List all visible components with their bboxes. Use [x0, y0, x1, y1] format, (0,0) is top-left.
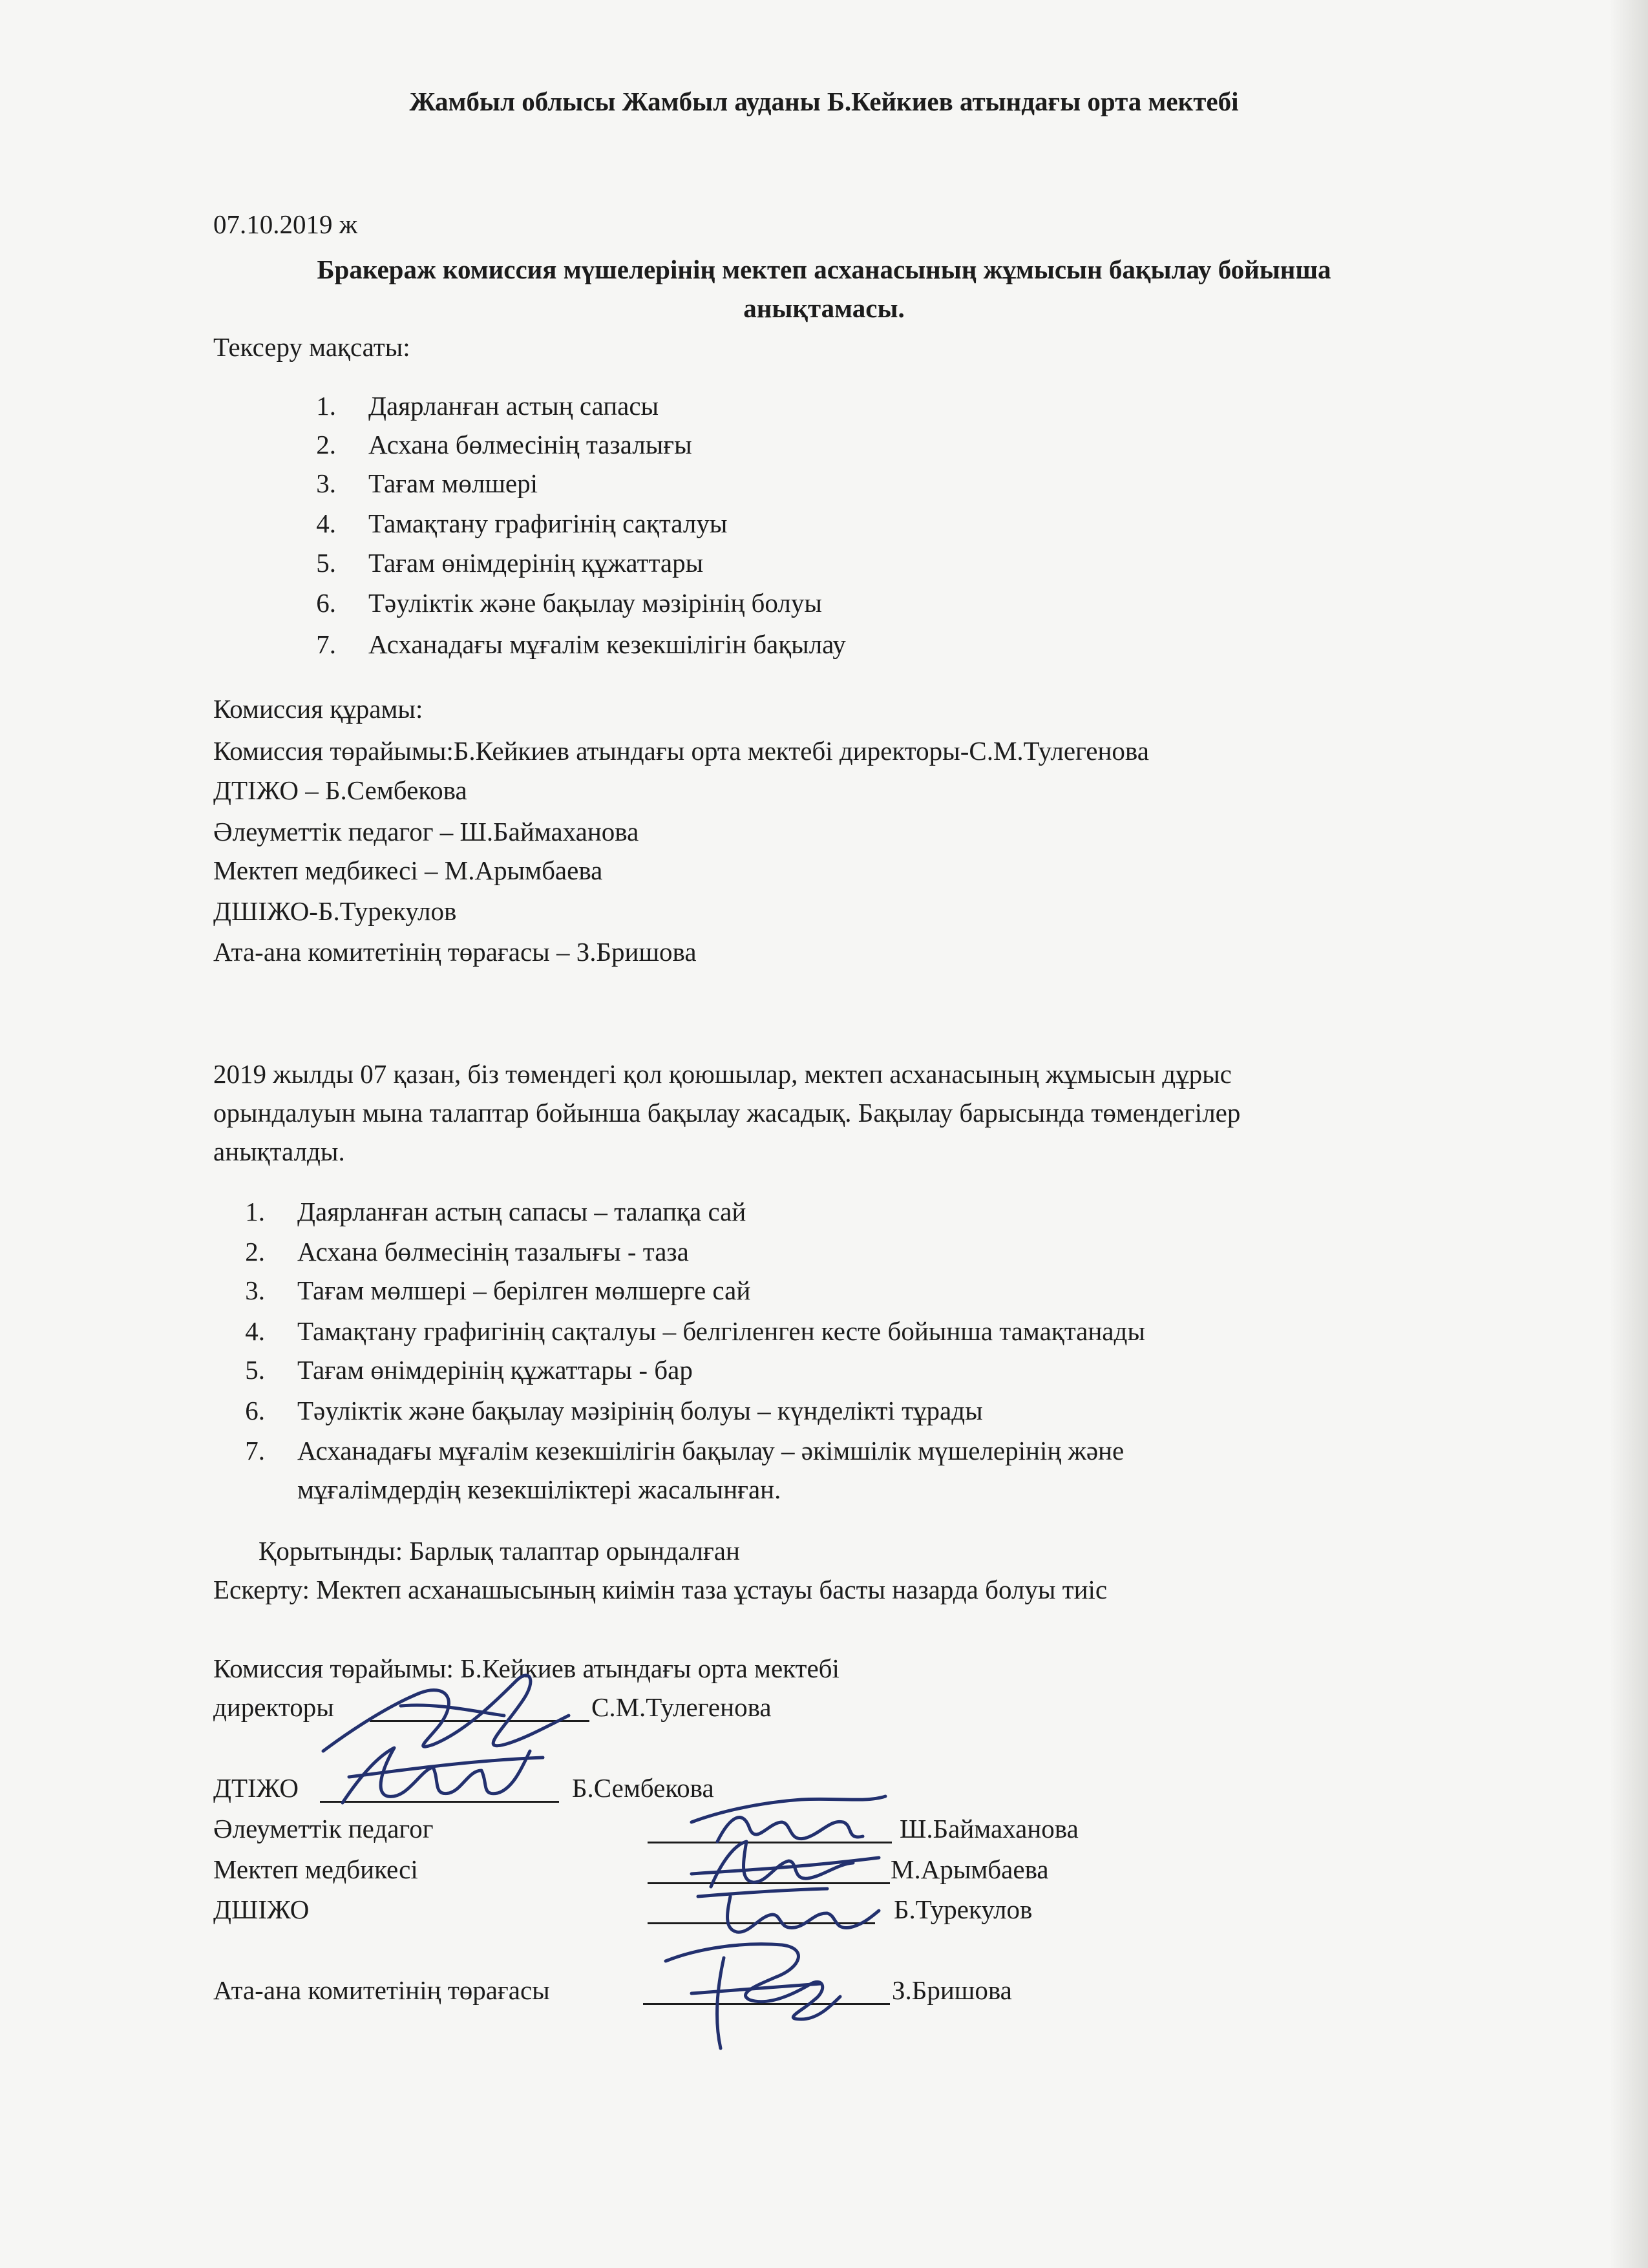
goal-item: Асханадағы мұғалім кезекшілігін бақылау [368, 629, 846, 659]
finding-item: Тамақтану графигінің сақталуы – белгіленген кесте бойынша тамақтанады [297, 1316, 1145, 1346]
goal-item: Тағам өнімдерінің құжаттары [368, 548, 704, 578]
social-role: Әлеуметтік педагог [213, 1814, 434, 1843]
goal-item: Даярланған астың сапасы [368, 391, 659, 421]
dtizho-handwritten-signature [323, 1732, 556, 1816]
finding-number: 6. [245, 1396, 265, 1425]
commission-member: Комиссия төрайымы:Б.Кейкиев атындағы орта мектебі директоры-С.М.Тулегенова [213, 736, 1149, 766]
finding-number: 1. [245, 1197, 265, 1226]
goal-item: Тәуліктік және бақылау мәзірінің болуы [368, 588, 822, 618]
nurse-name: М.Арымбаева [891, 1854, 1049, 1884]
finding-item: Даярланған астың сапасы – талапқа сай [297, 1197, 746, 1226]
goal-number: 5. [316, 548, 336, 578]
finding-item: Асхана бөлмесінің тазалығы - таза [297, 1237, 689, 1266]
document-title-line2: анықтамасы. [743, 293, 905, 323]
commission-member: Ата-ана комитетінің төрағасы – З.Бришова [213, 937, 697, 967]
goal-number: 2. [316, 430, 336, 459]
goal-item: Асхана бөлмесінің тазалығы [368, 430, 692, 459]
goals-label: Тексеру мақсаты: [213, 332, 410, 362]
goal-number: 7. [316, 629, 336, 659]
finding-number: 3. [245, 1276, 265, 1305]
dtizho-name: Б.Сембекова [572, 1773, 714, 1803]
document-title-line1: Бракераж комиссия мүшелерінің мектеп асханасының жұмысын бақылау бойынша [317, 255, 1331, 284]
commission-member: ДТІЖО – Б.Сембекова [213, 775, 467, 805]
director-role: директоры [213, 1692, 334, 1722]
finding-number: 4. [245, 1316, 265, 1346]
parent-role: Ата-ана комитетінің төрағасы [213, 1975, 550, 2005]
finding-item: Асханадағы мұғалім кезекшілігін бақылау – әкімшілік мүшелерінің және [297, 1436, 1125, 1465]
commission-member: Әлеуметтік педагог – Ш.Баймаханова [213, 817, 639, 846]
dshizho-role: ДШІЖО [213, 1895, 310, 1924]
goal-number: 6. [316, 588, 336, 618]
scan-edge-shadow [1609, 0, 1648, 2268]
goal-number: 3. [316, 468, 336, 498]
finding-number: 5. [245, 1355, 265, 1385]
parent-handwritten-signature [653, 1922, 847, 2058]
nurse-role: Мектеп медбикесі [213, 1854, 418, 1884]
school-header: Жамбыл облысы Жамбыл ауданы Б.Кейкиев атындағы орта мектебі [409, 87, 1239, 116]
document-date: 07.10.2019 ж [213, 209, 358, 239]
finding-item: Тағам мөлшері – берілген мөлшерге сай [297, 1276, 751, 1305]
conclusion: Қорытынды: Барлық талаптар орындалған [259, 1536, 740, 1566]
commission-member: Мектеп медбикесі – М.Арымбаева [213, 856, 603, 885]
goal-number: 1. [316, 391, 336, 421]
commission-label: Комиссия құрамы: [213, 694, 423, 724]
intro-line: 2019 жылды 07 қазан, біз төмендегі қол қоюшылар, мектеп асханасының жұмысын дұрыс [213, 1059, 1232, 1089]
goal-item: Тағам мөлшері [368, 468, 538, 498]
dtizho-role: ДТІЖО [213, 1773, 299, 1803]
finding-item-continuation: мұғалімдердің кезекшіліктері жасалынған. [297, 1475, 781, 1504]
finding-number: 7. [245, 1436, 265, 1465]
note: Ескерту: Мектеп асханашысының киімін таза ұстауы басты назарда болуы тиіс [213, 1575, 1108, 1604]
signature-intro: Комиссия төрайымы: Б.Кейкиев атындағы орта мектебі [213, 1654, 840, 1683]
intro-line: орындалуын мына талаптар бойынша бақылау жасадық. Бақылау барысында төмендегілер [213, 1098, 1241, 1128]
commission-member: ДШІЖО-Б.Турекулов [213, 896, 457, 926]
director-name: С.М.Тулегенова [591, 1692, 772, 1722]
goal-item: Тамақтану графигінің сақталуы [368, 509, 728, 538]
finding-item: Тәуліктік және бақылау мәзірінің болуы – күнделікті тұрады [297, 1396, 983, 1425]
social-name: Ш.Баймаханова [900, 1814, 1079, 1843]
parent-name: З.Бришова [892, 1975, 1012, 2005]
finding-item: Тағам өнімдерінің құжаттары - бар [297, 1355, 693, 1385]
finding-number: 2. [245, 1237, 265, 1266]
dshizho-name: Б.Турекулов [894, 1895, 1033, 1924]
intro-line: анықталды. [213, 1137, 345, 1166]
goal-number: 4. [316, 509, 336, 538]
